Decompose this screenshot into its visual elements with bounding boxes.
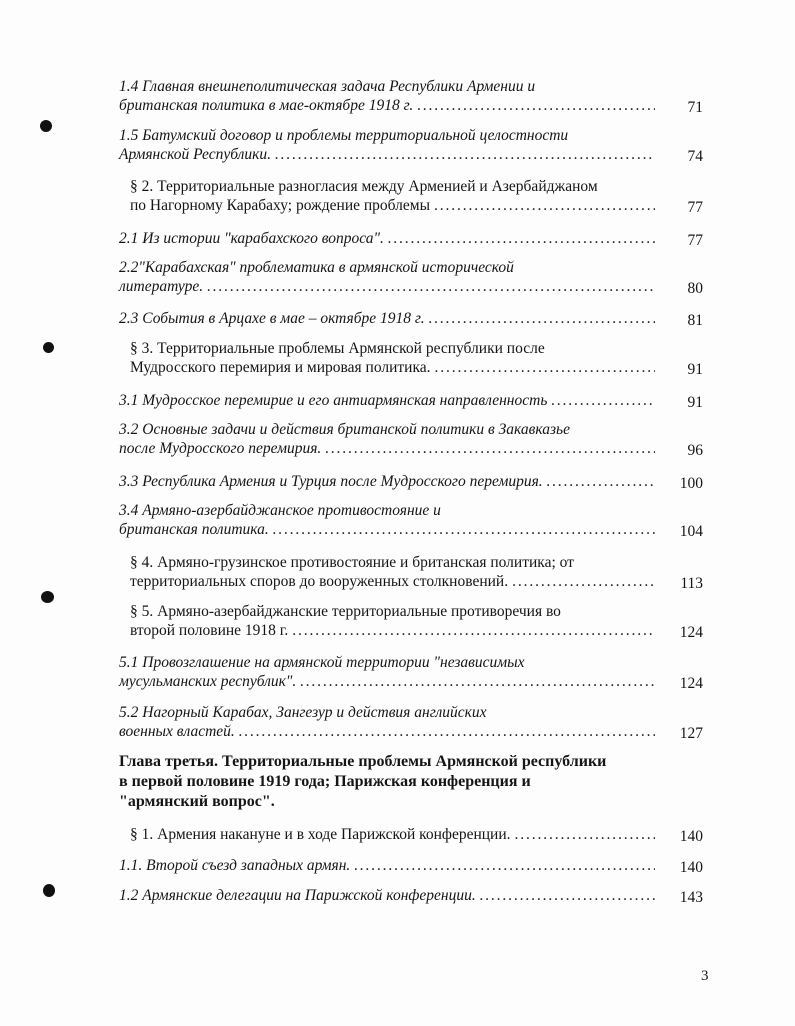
dot-leader — [480, 886, 655, 905]
dot-leader — [273, 520, 655, 539]
toc-entry-title-line: Армянской Республики. — [119, 146, 272, 163]
toc-entry-page-number: 143 — [679, 889, 703, 906]
dot-leader — [547, 472, 655, 491]
toc-entry-title-line: литературе. — [119, 278, 204, 295]
toc-entry-title-line: 1.5 Батумский договор и проблемы территориальной целостности — [119, 127, 569, 144]
toc-entry-page-number: 80 — [687, 280, 703, 297]
toc-entry-title-line: 1.2 Армянские делегации на Парижской конференции. — [119, 887, 476, 904]
toc-entry[interactable] — [119, 126, 703, 164]
toc-entry-title-line: "армянский вопрос". — [119, 793, 275, 810]
toc-entry-page-number: 71 — [687, 99, 703, 116]
toc-entry-title-line: британская политика. — [119, 521, 269, 538]
dot-leader — [207, 277, 655, 296]
toc-entry-title-line: территориальных споров до вооруженных столкновений. — [130, 573, 509, 590]
dot-leader — [325, 439, 655, 458]
dot-leader — [275, 145, 655, 164]
toc-entry-page-number: 140 — [679, 859, 703, 876]
dot-leader — [417, 96, 655, 115]
toc-entry[interactable] — [119, 752, 703, 812]
toc-entry[interactable] — [119, 258, 703, 296]
toc-entry-page-number: 77 — [687, 199, 703, 216]
toc-entry[interactable] — [119, 856, 703, 875]
toc-entry[interactable] — [119, 501, 703, 539]
toc-entry-page-number: 81 — [687, 312, 703, 329]
toc-entry-title-line: 5.1 Провозглашение на армянской территории "независимых — [119, 654, 525, 671]
dot-leader — [292, 621, 655, 640]
toc-entry-page-number: 104 — [679, 523, 703, 540]
toc-entry-title-line: 2.1 Из истории "карабахского вопроса". — [119, 230, 384, 247]
toc-entry[interactable] — [130, 553, 703, 591]
toc-entry-title-line: Глава третья. Территориальные проблемы Армянской республики — [119, 753, 607, 770]
dot-leader — [300, 672, 655, 691]
toc-entry-title-line: § 5. Армяно-азербайджанские территориальные противоречия во — [130, 603, 561, 620]
toc-entry[interactable] — [130, 177, 703, 215]
dot-leader — [512, 572, 655, 591]
toc-entry-title-line: § 4. Армяно-грузинское противостояние и британская политика; от — [130, 554, 574, 571]
toc-entry-title-line: 5.2 Нагорный Карабах, Зангезур и действия английских — [119, 704, 487, 721]
toc-entry[interactable] — [119, 391, 703, 410]
toc-entry-title-line: § 1. Армения накануне и в ходе Парижской конференции. — [130, 826, 511, 843]
toc-entry-title-line: мусульманских республик". — [119, 673, 297, 690]
toc-entry[interactable] — [130, 602, 703, 640]
toc-entry-page-number: 74 — [687, 148, 703, 165]
toc-entry-page-number: 124 — [679, 675, 703, 692]
toc-entry[interactable] — [119, 309, 703, 328]
toc-entry-title-line: 3.4 Армяно-азербайджанское противостояние и — [119, 502, 441, 519]
toc-entry-title-line: в первой половине 1919 года; Парижская конференция и — [119, 773, 531, 790]
toc-entry-title-line: § 2. Территориальные разногласия между Арменией и Азербайджаном — [130, 178, 598, 195]
toc-entry-page-number: 91 — [687, 394, 703, 411]
dot-leader — [434, 196, 655, 215]
dot-leader — [435, 358, 655, 377]
toc-entry[interactable] — [119, 420, 703, 458]
toc-entry-title-line: 1.1. Второй съезд западных армян. — [119, 857, 351, 874]
toc-entry[interactable] — [119, 472, 703, 491]
toc-entry-title-line: британская политика в мае-октябре 1918 г. — [119, 97, 414, 114]
toc-entry-title-line: военных властей. — [119, 723, 235, 740]
toc-entry[interactable] — [130, 339, 703, 377]
toc-entry-title-line: 3.2 Основные задачи и действия британской политики в Закавказье — [119, 421, 570, 438]
scan-blot — [40, 120, 52, 132]
toc-entry[interactable] — [119, 229, 703, 248]
scan-blot — [43, 884, 55, 897]
dot-leader — [239, 722, 655, 741]
toc-entry-page-number: 77 — [687, 232, 703, 249]
scan-blot — [41, 591, 54, 603]
dot-leader — [551, 391, 655, 410]
toc-entry-title-line: § 3. Территориальные проблемы Армянской республики после — [130, 340, 545, 357]
scan-blot — [43, 342, 54, 353]
toc-entry-title-line: 1.4 Главная внешнеполитическая задача Республики Армении и — [119, 78, 536, 95]
toc-entry-title-line: 3.3 Республика Армения и Турция после Мудросского перемирия. — [119, 473, 543, 490]
toc-entry-title-line: Мудросского перемирия и мировая политика. — [130, 359, 431, 376]
toc-entry-title-line: 2.3 События в Арцахе в мае – октябре 1918 г. — [119, 310, 425, 327]
toc-entry-title-line: 2.2"Карабахская" проблематика в армянской исторической — [119, 259, 514, 276]
toc-entry-page-number: 113 — [680, 575, 703, 592]
toc-entry[interactable] — [130, 825, 703, 844]
toc-entry-page-number: 100 — [679, 475, 703, 492]
toc-entry-page-number: 91 — [687, 361, 703, 378]
dot-leader — [429, 309, 655, 328]
dot-leader — [388, 229, 655, 248]
toc-entry-title-line: 3.1 Мудросское перемирие и его антиармянская направленность — [119, 392, 548, 409]
toc-entry-page-number: 124 — [679, 624, 703, 641]
toc-entry[interactable] — [119, 886, 703, 905]
toc-entry-title-line: второй половине 1918 г. — [130, 622, 289, 639]
toc-entry[interactable] — [119, 77, 703, 115]
page-number: 3 — [701, 968, 709, 984]
toc-entry[interactable] — [119, 653, 703, 691]
toc-entry[interactable] — [119, 703, 703, 741]
dot-leader — [515, 825, 655, 844]
toc-entry-page-number: 127 — [679, 725, 703, 742]
dot-leader — [354, 856, 655, 875]
toc-entry-page-number: 140 — [679, 828, 703, 845]
toc-entry-page-number: 96 — [687, 442, 703, 459]
toc-entry-title-line: после Мудросского перемирия. — [119, 440, 322, 457]
toc-entry-title-line: по Нагорному Карабаху; рождение проблемы — [130, 197, 431, 214]
